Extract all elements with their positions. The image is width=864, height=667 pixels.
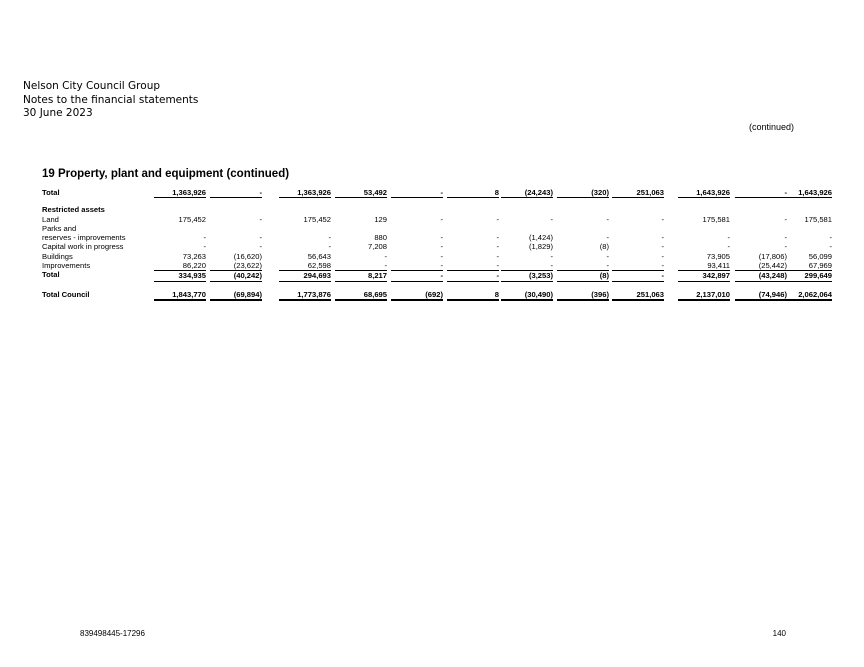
table-cell: 86,220 [154,261,206,271]
table-cell: (25,442) [735,261,787,271]
org-name: Nelson City Council Group [23,80,161,92]
table-cell: (24,243) [501,188,553,198]
table-row [42,242,832,251]
row-label: reserves - improvements [42,233,126,243]
table-cell: 1,843,770 [154,290,206,301]
table-cell: 175,452 [303,214,331,224]
table-cell: (17,806) [758,251,787,261]
table-cell: - [335,261,387,271]
table-cell: 8 [447,290,499,301]
table-cell: - [391,188,443,198]
document-title: Notes to the financial statements [23,93,199,106]
table-row [42,215,832,224]
table-cell: (8) [557,270,609,281]
table-cell: (23,622) [210,261,262,271]
table-cell: 1,643,926 [678,188,730,198]
document-date: 30 June 2023 [23,107,93,119]
table-cell: (3,253) [501,270,553,281]
table-cell: - [606,233,609,243]
table-cell: - [440,214,443,224]
table-cell: 175,581 [804,214,832,224]
section-title: 19 Property, plant and equipment (continued) [42,168,290,180]
table-cell: - [496,233,499,243]
table-row [42,252,832,261]
table-cell: (1,829) [528,242,553,252]
table-cell: 8,217 [335,270,387,281]
row-label: Improvements [42,261,91,271]
document-header [23,80,198,121]
table-cell: - [203,242,206,252]
document-id: 839498445-17296 [80,629,145,638]
table-cell: 7,208 [367,242,387,252]
table-cell: - [661,251,664,261]
table-cell: (74,946) [735,290,787,301]
table-cell: - [661,233,664,243]
table-cell: 56,099 [808,251,832,261]
table-cell: 73,263 [182,251,206,261]
table-cell: (69,894) [210,290,262,301]
table-cell: 251,063 [612,188,664,198]
table-cell: 2,137,010 [678,290,730,301]
table-cell: - [328,233,331,243]
table-row [42,205,832,214]
table-cell: 334,935 [154,270,206,281]
table-cell: 880 [374,233,387,243]
table-cell: - [440,242,443,252]
table-cell: (8) [599,242,609,252]
table-cell: - [557,261,609,271]
table-cell: (43,248) [735,270,787,281]
row-label: Buildings [42,251,73,261]
table-row [42,233,832,242]
table-cell: 342,897 [678,270,730,281]
table-cell: - [661,214,664,224]
table-cell: - [735,188,787,198]
table-cell: - [606,251,609,261]
table-cell: - [259,214,262,224]
table-cell: 175,581 [702,214,730,224]
table-cell: - [440,251,443,261]
table-cell: - [447,261,499,271]
table-cell: (320) [557,188,609,198]
table-cell: - [328,242,331,252]
table-cell: - [501,261,553,271]
table-cell: - [606,214,609,224]
row-label: Capital work in progress [42,242,124,252]
table-cell: 175,452 [178,214,206,224]
table-cell: 53,492 [335,188,387,198]
table-cell: (30,490) [501,290,553,301]
table-cell: - [661,242,664,252]
table-row [42,270,832,279]
continued-label: (continued) [748,122,794,132]
table-cell: - [496,242,499,252]
table-cell: - [784,242,787,252]
table-cell: - [784,214,787,224]
table-cell: - [259,233,262,243]
table-cell: - [829,242,832,252]
table-cell: 62,598 [279,261,331,271]
row-label: Total [42,270,60,280]
table-cell: 1,363,926 [279,188,331,198]
table-cell: 67,969 [780,261,832,271]
table-cell: 294,693 [279,270,331,281]
table-cell: (16,620) [233,251,262,261]
page-number: 140 [772,629,786,638]
table-cell: 73,905 [706,251,730,261]
ppe-table [42,188,832,299]
table-cell: - [550,251,553,261]
table-cell: 2,062,064 [780,290,832,301]
table-cell: 56,643 [307,251,331,261]
table-cell: - [259,242,262,252]
row-label: Total [42,188,60,197]
table-cell: - [784,233,787,243]
table-row [42,188,832,197]
table-cell: 93,411 [678,261,730,271]
table-cell: - [612,270,664,281]
table-cell: - [727,233,730,243]
table-cell: (40,242) [210,270,262,281]
table-cell: - [210,188,262,198]
table-cell: 68,695 [335,290,387,301]
table-cell: - [496,214,499,224]
row-label: Land [42,214,59,224]
table-cell: - [384,251,387,261]
table-row [42,224,832,233]
table-cell: - [447,270,499,281]
table-cell: 299,649 [780,270,832,281]
table-cell: (396) [557,290,609,301]
table-cell: 251,063 [612,290,664,301]
row-label: Total Council [42,289,90,299]
table-cell: 1,643,926 [780,188,832,198]
table-cell: (1,424) [528,233,553,243]
table-cell: - [829,233,832,243]
table-cell: 8 [447,188,499,198]
row-label: Restricted assets [42,205,105,215]
table-cell: - [391,261,443,271]
table-cell: - [550,214,553,224]
table-cell: 1,773,876 [279,290,331,301]
table-cell: 129 [374,214,387,224]
table-cell: (692) [391,290,443,301]
table-row [42,290,832,299]
table-cell: 1,363,926 [154,188,206,198]
table-cell: - [391,270,443,281]
row-label: Parks and [42,223,77,233]
table-cell: - [727,242,730,252]
table-cell: - [496,251,499,261]
table-cell: - [440,233,443,243]
table-cell: - [203,233,206,243]
table-row [42,261,832,270]
table-cell: - [612,261,664,271]
